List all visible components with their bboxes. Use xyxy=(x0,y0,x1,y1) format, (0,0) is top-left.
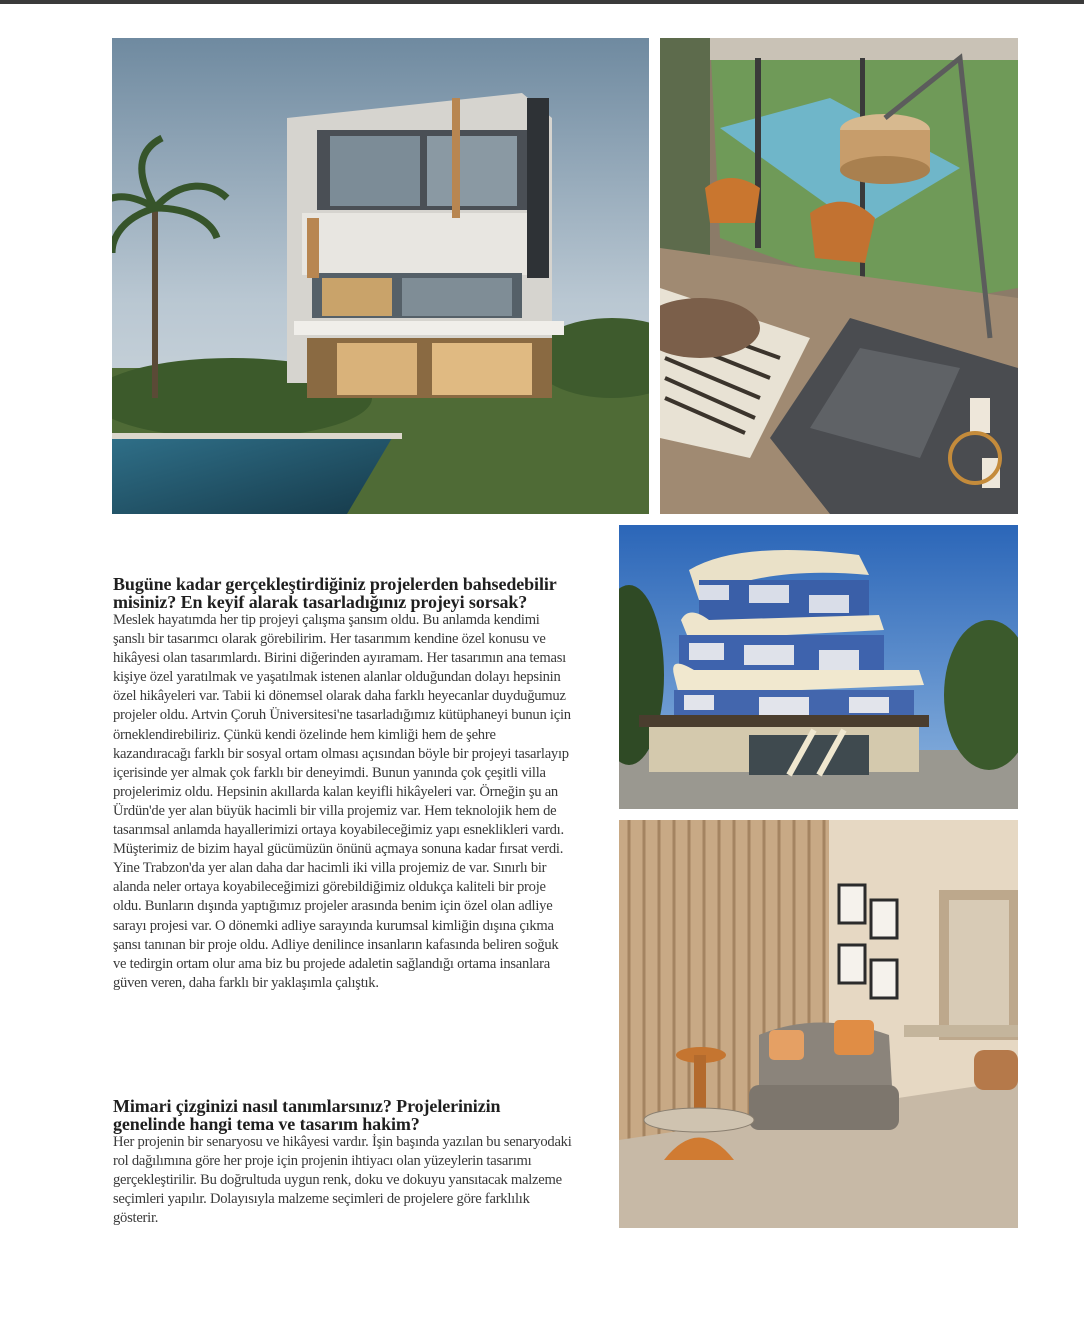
top-rule xyxy=(0,0,1084,4)
bedroom-interior-photo xyxy=(619,820,1018,1228)
building-facade-photo xyxy=(619,525,1018,809)
section-answer: Her projenin bir senaryosu ve hikâyesi vardır. İşin başında yazılan bu senaryodaki rol dağılımına göre her proje için projenin ihtiyacı olan yüzeylerin tasarımı gerçekleştirilir. Bu doğrultuda uygun renk, doku ve dokuyu yansıtacak malzeme seçimleri yapılır. Dolayısıyla malzeme seçimleri de projelere göre farklılık gösterir. xyxy=(113,1134,572,1227)
villa-exterior-photo xyxy=(112,38,649,514)
living-room-photo xyxy=(660,38,1018,514)
interview-section-1 xyxy=(113,575,573,993)
section-question: Mimari çizginizi nasıl tanımlarsınız? Projelerinizin genelinde hangi tema ve tasarım hakim? xyxy=(113,1096,501,1134)
interview-section-2 xyxy=(113,1097,573,1228)
section-answer: Meslek hayatımda her tip projeyi çalışma şansım oldu. Bu anlamda kendimi şanslı bir tasarımcı olarak görebilirim. Her tasarımım kendine özel konusu ve hikâyesi olan tasarımlardı. Birini diğerinden ayıramam. Her tasarımın ana teması kişiye özel yaratılmak ve yaşatılmak istenen alanlar olduğundan dolayı hepsinin özel hikâyeleri var. Tabii ki dönemsel olarak daha farklı heyecanlar duyduğumuz projeler oldu. Artvin Çoruh Üniversitesi'ne tasarladığımız kütüphaneyi bunun için örneklendirebiliriz. Çünkü kendi özelinde hem kimliği hem de şehre kazandıracağı farklı bir sosyal ortam olması açısından böyle bir projeyi tasarlayıp içerisinde yer almak çok farklı bir deneyimdi. Bunun yanında çok çeşitli villa projelerimiz oldu. Hepsinin akıllarda kalan keyifli hikâyeleri var. Örneğin şu an Ürdün'de yer alan büyük hacimli bir villa projemiz var. Hem teknolojik hem de tasarımsal anlamda hayallerimizi ortaya koyabileceğimiz yapı esneklikleri vardı. Müşterimiz de bizim hayal gücümüzün önünü açmaya sonuna kadar fırsat verdi. Yine Trabzon'da yer alan daha dar hacimli iki villa projemiz de var. Sınırlı bir alanda neler ortaya koyabileceğimizi görebildiğimiz oldukça kaliteli bir proje oldu. Bunların dışında yaptığımız projeler arasında benim için özel olan adliye sarayı projesi var. O dönemki adliye sarayında kurumsal kimliğin dışına çıkma şansı tanınan bir proje oldu. Adliye denilince insanların kafasında beliren soğuk ve tedirgin ortam olur ama biz bu projede adaletin sağlandığı ortama insanlara güven veren, daha farklı bir yaklaşımla çalıştık. xyxy=(113,612,571,991)
section-question: Bugüne kadar gerçekleştirdiğiniz projelerden bahsedebilir misiniz? En keyif alarak tasarladığınız projeyi sorsak? xyxy=(113,574,557,612)
